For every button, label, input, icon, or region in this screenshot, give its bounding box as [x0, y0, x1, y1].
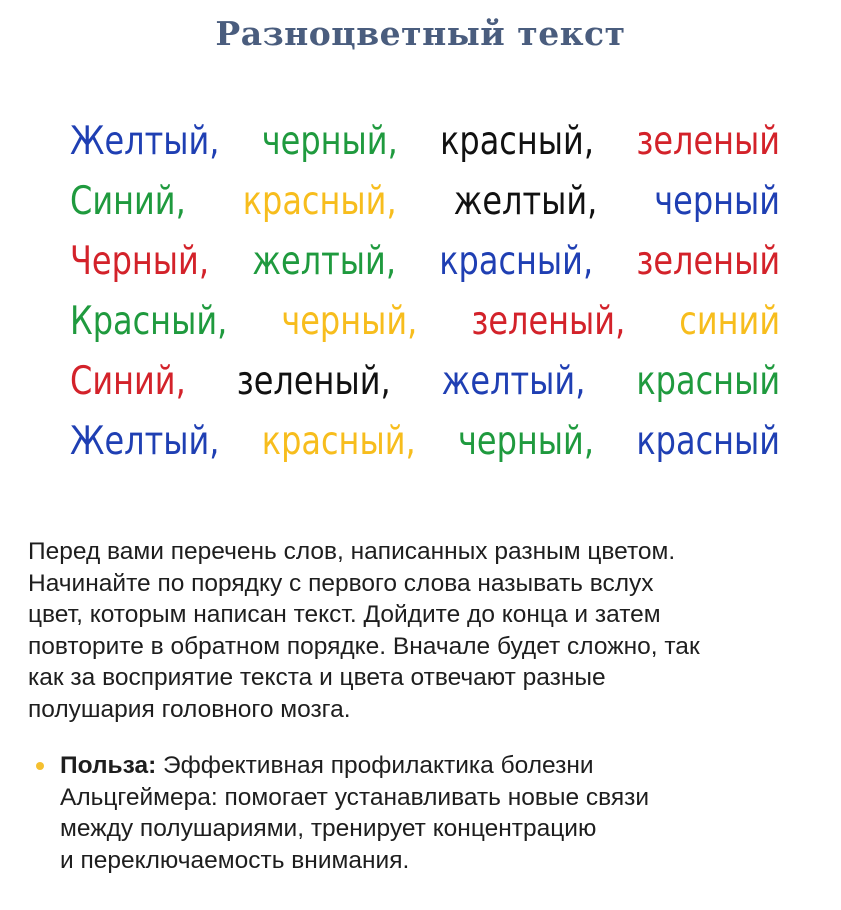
page-title: Разноцветный текст [215, 14, 626, 53]
stroop-row [70, 412, 780, 472]
stroop-word: синий [679, 299, 781, 344]
stroop-word: красный [636, 419, 781, 464]
bullet-icon [36, 762, 44, 770]
stroop-row [70, 232, 780, 292]
stroop-word: красный, [439, 239, 594, 284]
stroop-word: зеленый, [236, 359, 391, 404]
description-line: полушария головного мозга. [28, 695, 351, 723]
stroop-word: черный, [458, 419, 594, 464]
benefit-first-line [60, 750, 816, 782]
stroop-word: желтый, [453, 179, 598, 224]
benefit-first-line-text: Эффективная профилактика болезни [156, 752, 594, 779]
stroop-word-grid [70, 112, 780, 472]
instructions-paragraph [28, 536, 828, 725]
stroop-word: черный, [281, 299, 418, 344]
stroop-word: черный, [261, 119, 398, 164]
stroop-row [70, 352, 780, 412]
description-line: как за восприятие текста и цвета отвечают разные [28, 664, 606, 691]
stroop-word: красный, [261, 419, 416, 464]
stroop-word: черный [654, 179, 781, 224]
benefit-text [60, 750, 816, 876]
benefit-line: между полушариями, тренирует концентрацию [60, 815, 597, 842]
stroop-word: красный, [242, 179, 397, 224]
stroop-row [70, 112, 780, 172]
description-line: Перед вами перечень слов, написанных разным цветом. [28, 538, 676, 565]
stroop-word: красный, [440, 119, 594, 164]
stroop-row [70, 292, 780, 352]
stroop-word: желтый, [441, 359, 586, 404]
stroop-word: зеленый [636, 239, 781, 284]
stroop-word: зеленый [636, 119, 781, 164]
benefit-line: Альцгеймера: помогает устанавливать новые связи [60, 783, 650, 811]
stroop-word: Черный, [70, 239, 210, 284]
benefit-label: Польза: [60, 752, 157, 779]
stroop-word: зеленый, [471, 299, 626, 344]
stroop-word: красный [636, 359, 781, 404]
stroop-word: желтый, [252, 239, 397, 284]
stroop-word: Синий, [70, 359, 186, 404]
benefit-bullet-item [36, 750, 816, 876]
description-line: цвет, которым написан текст. Дойдите до конца и затем [28, 601, 661, 628]
stroop-word: Красный, [70, 299, 228, 344]
description-line: Начинайте по порядку с первого слова называть вслух [28, 569, 654, 597]
benefit-line: и переключаемость внимания. [60, 846, 410, 874]
stroop-row [70, 172, 780, 232]
stroop-word: Желтый, [70, 119, 220, 164]
description-line: повторите в обратном порядке. Вначале будет сложно, так [28, 632, 700, 660]
stroop-word: Желтый, [70, 419, 220, 464]
stroop-word: Синий, [70, 179, 186, 224]
